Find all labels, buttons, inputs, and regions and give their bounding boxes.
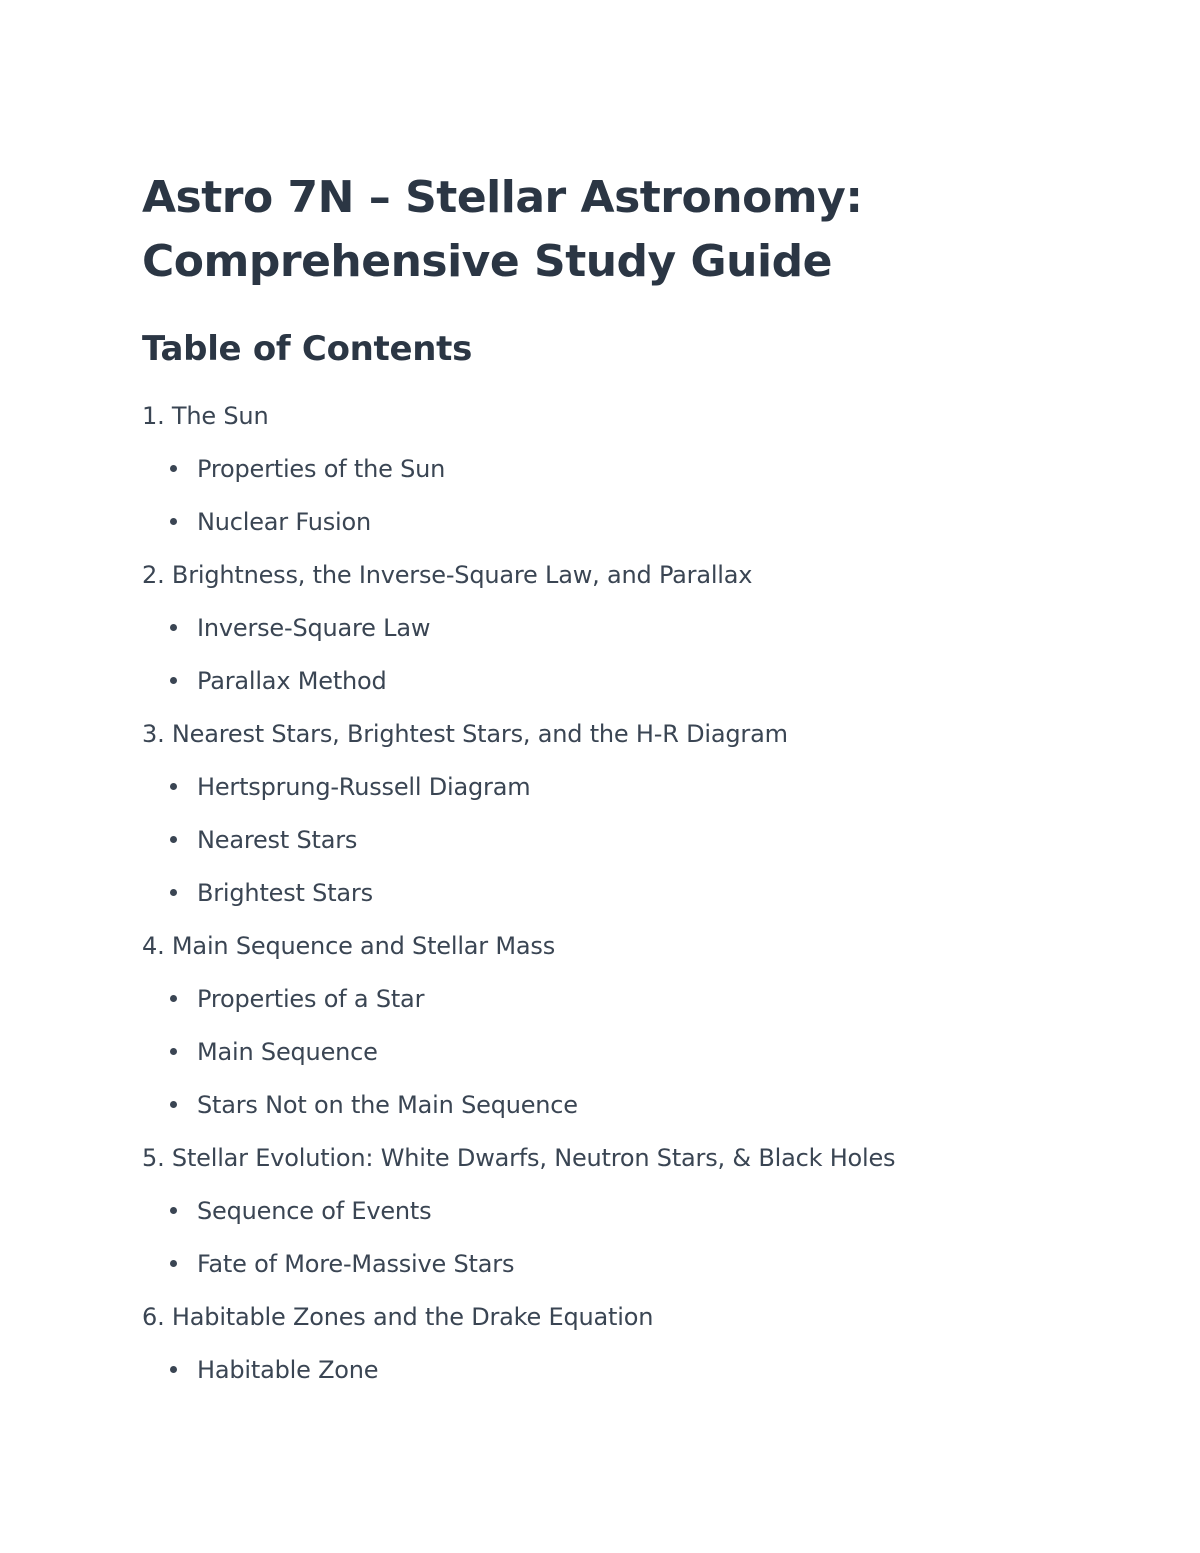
toc-subsection-label: Stars Not on the Main Sequence: [197, 1091, 578, 1119]
toc-subsection-label: Hertsprung-Russell Diagram: [197, 773, 531, 801]
toc-section-label: 2. Brightness, the Inverse-Square Law, and Parallax: [142, 561, 753, 589]
toc-section-label: 1. The Sun: [142, 402, 269, 430]
bullet-icon: [170, 836, 177, 843]
toc-subsection-label: Habitable Zone: [197, 1356, 379, 1384]
toc-subsection-label: Properties of a Star: [197, 985, 425, 1013]
toc-subsection-label: Parallax Method: [197, 667, 387, 695]
toc-subsection-label: Sequence of Events: [197, 1197, 432, 1225]
toc-subsection[interactable]: [142, 661, 1122, 714]
bullet-icon: [170, 624, 177, 631]
toc-subsection[interactable]: [142, 608, 1122, 661]
toc-subsection[interactable]: [142, 767, 1122, 820]
document-page: [142, 166, 1122, 1403]
document-title-line-2: Comprehensive Study Guide: [142, 236, 832, 287]
toc-subsection-label: Main Sequence: [197, 1038, 378, 1066]
toc-heading: Table of Contents: [142, 329, 473, 369]
toc-section-label: 5. Stellar Evolution: White Dwarfs, Neutron Stars, & Black Holes: [142, 1144, 896, 1172]
toc-section-6[interactable]: [142, 1297, 1122, 1350]
toc-section-2[interactable]: [142, 555, 1122, 608]
toc-subsection-label: Properties of the Sun: [197, 455, 446, 483]
toc-section-5[interactable]: [142, 1138, 1122, 1191]
toc-subsection[interactable]: [142, 1085, 1122, 1138]
toc-subsection[interactable]: [142, 1191, 1122, 1244]
toc-subsection[interactable]: [142, 979, 1122, 1032]
bullet-icon: [170, 465, 177, 472]
toc-subsection[interactable]: [142, 1350, 1122, 1403]
toc-subsection[interactable]: [142, 820, 1122, 873]
toc-subsection-label: Brightest Stars: [197, 879, 373, 907]
bullet-icon: [170, 518, 177, 525]
bullet-icon: [170, 677, 177, 684]
table-of-contents: [142, 396, 1122, 1403]
toc-section-label: 4. Main Sequence and Stellar Mass: [142, 932, 556, 960]
toc-subsection-label: Fate of More-Massive Stars: [197, 1250, 515, 1278]
toc-subsection[interactable]: [142, 502, 1122, 555]
toc-subsection[interactable]: [142, 873, 1122, 926]
toc-section-3[interactable]: [142, 714, 1122, 767]
bullet-icon: [170, 1366, 177, 1373]
toc-subsection-label: Nuclear Fusion: [197, 508, 371, 536]
bullet-icon: [170, 995, 177, 1002]
bullet-icon: [170, 1207, 177, 1214]
bullet-icon: [170, 783, 177, 790]
toc-subsection-label: Nearest Stars: [197, 826, 358, 854]
toc-subsection[interactable]: [142, 1032, 1122, 1085]
document-title-line-1: Astro 7N – Stellar Astronomy:: [142, 172, 863, 223]
toc-section-label: 6. Habitable Zones and the Drake Equation: [142, 1303, 654, 1331]
toc-subsection[interactable]: [142, 449, 1122, 502]
toc-section-1[interactable]: [142, 396, 1122, 449]
bullet-icon: [170, 1260, 177, 1267]
bullet-icon: [170, 889, 177, 896]
toc-subsection-label: Inverse-Square Law: [197, 614, 431, 642]
toc-section-label: 3. Nearest Stars, Brightest Stars, and the H-R Diagram: [142, 720, 788, 748]
bullet-icon: [170, 1048, 177, 1055]
bullet-icon: [170, 1101, 177, 1108]
document-title: [142, 166, 1122, 294]
toc-subsection[interactable]: [142, 1244, 1122, 1297]
toc-section-4[interactable]: [142, 926, 1122, 979]
